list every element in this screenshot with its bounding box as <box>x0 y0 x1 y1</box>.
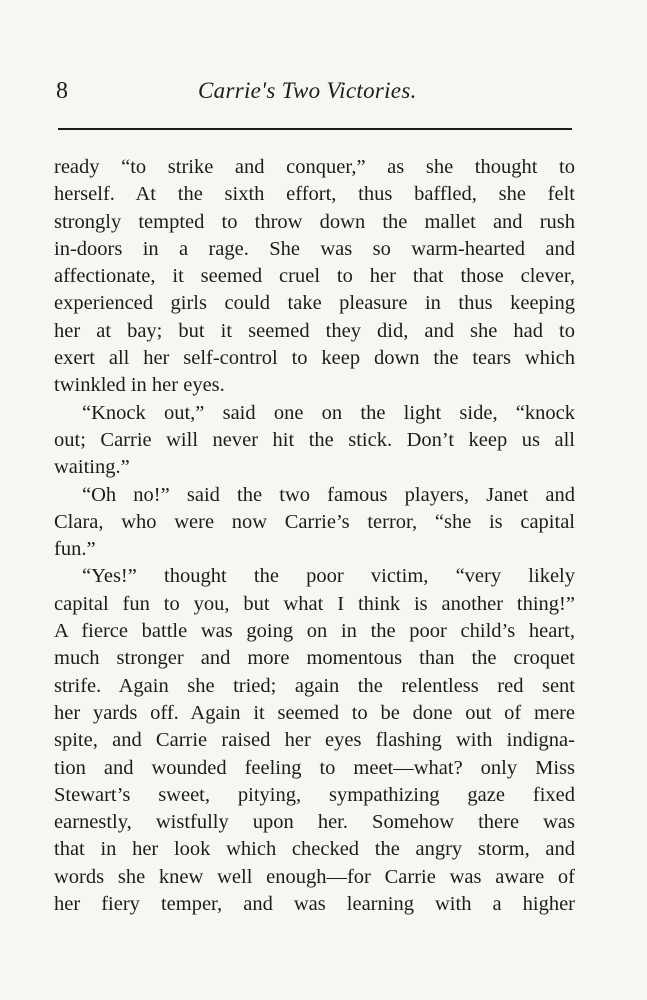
text-line: exert all her self-control to keep down the tears which <box>54 347 575 370</box>
text-line: Stewart’s sweet, pitying, sympathizing gaze fixed <box>54 783 575 806</box>
text-line: her at bay; but it seemed they did, and she had to <box>54 319 575 342</box>
text-line: “Yes!” thought the poor victim, “very likely <box>82 565 575 588</box>
text-line: words she knew well enough—for Carrie was aware of <box>54 865 575 888</box>
text-line: affectionate, it seemed cruel to her that those clever, <box>54 265 575 288</box>
text-line: A fierce battle was going on in the poor child’s heart, <box>54 620 575 643</box>
text-line: much stronger and more momentous than the croquet <box>54 647 575 670</box>
text-line: experienced girls could take pleasure in thus keeping <box>54 292 575 315</box>
text-line: earnestly, wistfully upon her. Somehow there was <box>54 811 575 834</box>
text-line: out; Carrie will never hit the stick. Don’t keep us all <box>54 428 575 451</box>
text-line: fun.” <box>54 538 96 561</box>
text-line: that in her look which checked the angry storm, and <box>54 838 575 861</box>
text-line: twinkled in her eyes. <box>54 374 225 397</box>
body-text <box>54 154 575 918</box>
page-number: 8 <box>56 78 68 104</box>
text-line: in-doors in a rage. She was so warm-hearted and <box>54 237 575 260</box>
text-line: spite, and Carrie raised her eyes flashing with indigna- <box>54 729 575 752</box>
page-header <box>56 78 572 114</box>
text-line: Clara, who were now Carrie’s terror, “she is capital <box>54 510 575 533</box>
text-line: capital fun to you, but what I think is another thing!” <box>54 592 575 615</box>
text-line: “Knock out,” said one on the light side, “knock <box>82 401 575 424</box>
header-rule <box>58 128 572 130</box>
text-line: her fiery temper, and was learning with a higher <box>54 893 575 916</box>
running-title: Carrie's Two Victories. <box>198 78 417 103</box>
text-line: strife. Again she tried; again the relentless red sent <box>54 674 575 697</box>
text-line: tion and wounded feeling to meet—what? only Miss <box>54 756 575 779</box>
text-line: waiting.” <box>54 456 130 479</box>
text-line: her yards off. Again it seemed to be done out of mere <box>54 701 575 724</box>
text-line: ready “to strike and conquer,” as she thought to <box>54 156 575 178</box>
text-line: “Oh no!” said the two famous players, Janet and <box>82 483 575 506</box>
text-line: strongly tempted to throw down the mallet and rush <box>54 210 575 233</box>
text-line: herself. At the sixth effort, thus baffled, she felt <box>54 183 575 206</box>
